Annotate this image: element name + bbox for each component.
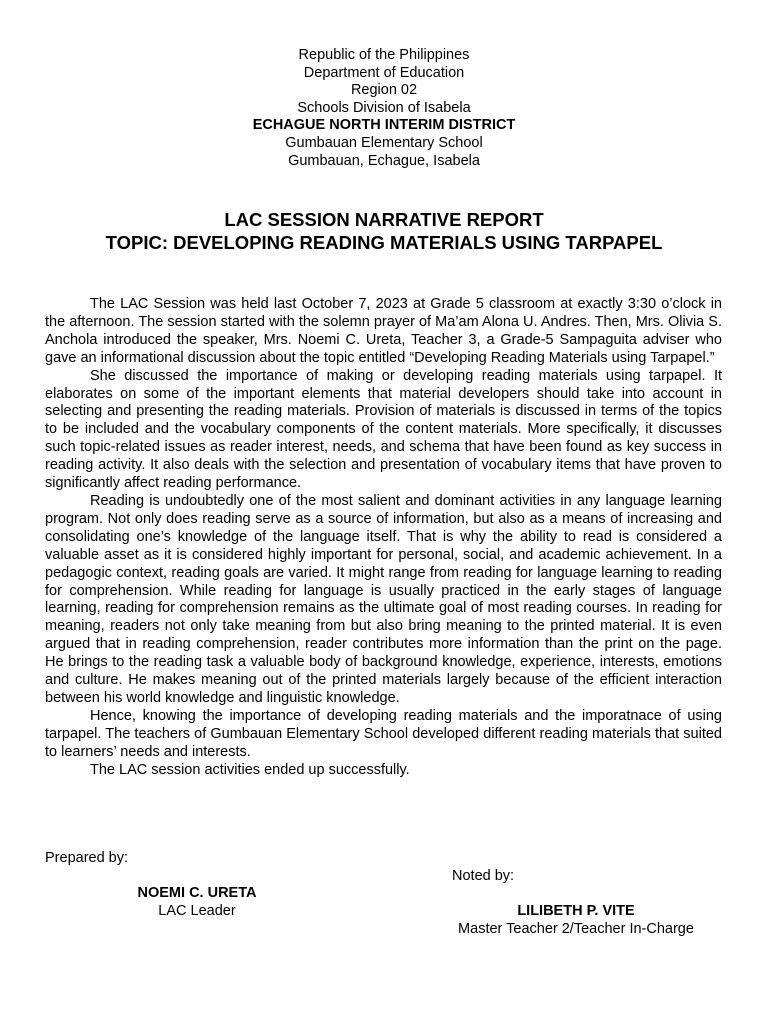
- prepared-by-label: Prepared by:: [45, 850, 129, 866]
- header-region: Region 02: [350, 82, 418, 99]
- document-header: [0, 47, 768, 170]
- noted-by-label: Noted by:: [452, 868, 515, 884]
- paragraph-outcome: Hence, knowing the importance of developing reading materials and the imporatnace of using tarpapel. The teachers of Gumbauan Elementary School developed different reading materials that suited to learners’ needs and interests.: [45, 707, 722, 760]
- header-department: Department of Education: [303, 64, 465, 81]
- header-division: Schools Division of Isabela: [297, 99, 471, 116]
- noted-name: LILIBETH P. VITE: [517, 903, 635, 919]
- header-address: Gumbauan, Echague, Isabela: [288, 152, 480, 169]
- noted-signatory: [440, 902, 712, 938]
- header-school: Gumbauan Elementary School: [285, 134, 483, 151]
- prepared-signatory: [97, 884, 297, 920]
- paragraph-session-details: The LAC Session was held last October 7, 2023 at Grade 5 classroom at exactly 3:30 o’clock in the afternoon. The session started with the solemn prayer of Ma’am Alona U. Andres. Then, Mrs. Olivia S. Anchola introduced the speaker, Mrs. Noemi C. Ureta, Teacher 3, a Grade-5 Sampaguita adviser who gave an informational discussion about the topic entitled “Developing Reading Materials using Tarpapel.”: [45, 296, 722, 366]
- header-republic: Republic of the Philippines: [298, 47, 470, 63]
- report-topic: TOPIC: DEVELOPING READING MATERIALS USING TARPAPEL: [105, 232, 663, 253]
- paragraph-discussion: She discussed the importance of making or developing reading materials using tarpapel. It elaborates on some of the important elements that material developers should take into account in selecting and presenting the reading materials. Provision of materials is discussed in terms of the topics to be included and the vocabulary components of the content materials. More specifically, it discusses such topic-related issues as reader interest, needs, and schema that have been found as key success in reading activity. It also deals with the selection and presentation of vocabulary items that have proven to significantly affect reading performance.: [45, 367, 722, 492]
- report-body: [45, 296, 722, 779]
- prepared-role: LAC Leader: [158, 903, 236, 919]
- header-district: ECHAGUE NORTH INTERIM DISTRICT: [252, 117, 516, 134]
- report-title: LAC SESSION NARRATIVE REPORT: [224, 209, 544, 230]
- report-titles: [0, 208, 768, 254]
- paragraph-closing: The LAC session activities ended up successfully.: [90, 761, 410, 778]
- paragraph-reading: Reading is undoubtedly one of the most salient and dominant activities in any language learning program. Not only does reading serve as a source of information, but also as a means of increasing and consolidating one’s knowledge of the language itself. That is why the ability to read is considered a valuable asset as it is considered highly important for personal, social, and academic achievement. In a pedagogic context, reading goals are varied. It might range from reading for language learning to reading for comprehension. While reading for language is usually practiced in the early stages of language learning, reading for comprehension remains as the ultimate goal of most reading courses. In reading for meaning, readers not only take meaning from but also bring meaning to the printed material. It is even argued that in reading comprehension, reader contributes more information than the print on the page. He brings to the reading task a valuable body of background knowledge, experience, interests, emotions and culture. He makes meaning out of the printed materials largely because of the efficient interaction between his world knowledge and linguistic knowledge.: [45, 492, 722, 706]
- noted-role: Master Teacher 2/Teacher In-Charge: [458, 921, 694, 937]
- prepared-name: NOEMI C. URETA: [137, 885, 257, 901]
